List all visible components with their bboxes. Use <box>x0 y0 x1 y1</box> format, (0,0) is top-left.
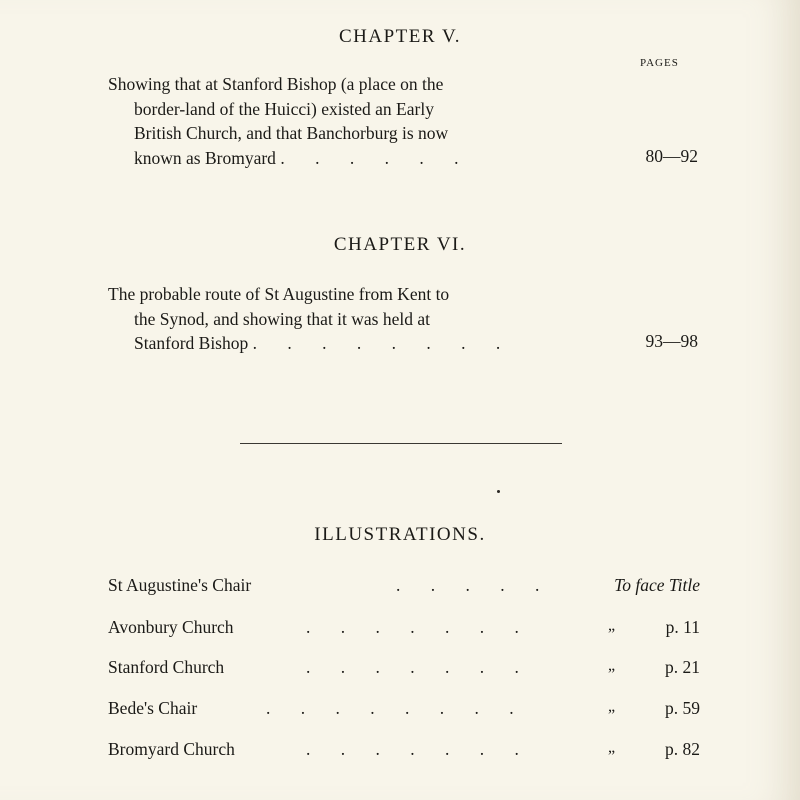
leader-dots: . . . . . <box>396 575 540 595</box>
section-divider <box>240 443 562 444</box>
chapter-v-summary <box>108 72 634 170</box>
illustration-ref <box>614 575 700 596</box>
leader-dots: . . . . . . . <box>306 657 519 677</box>
illustration-title: Stanford Church <box>108 657 225 677</box>
illustration-ref: p. 11 <box>665 617 700 637</box>
ditto-mark: „ <box>608 617 616 634</box>
summary-line: border-land of the Huicci) existed an Early <box>134 98 434 119</box>
illustration-row <box>108 617 700 643</box>
ditto-mark: „ <box>608 657 616 674</box>
illustration-ref: p. 59 <box>665 698 700 718</box>
illustrations-heading: ILLUSTRATIONS. <box>314 524 486 545</box>
chapter-v-pages: 80—92 <box>645 146 698 166</box>
chapter-v-heading: CHAPTER V. <box>339 26 461 47</box>
illustration-title: St Augustine's Chair <box>108 575 252 595</box>
illustration-row <box>108 739 700 765</box>
ref-value: Title <box>668 575 700 595</box>
leader-dots: . . . . . . . <box>306 739 519 759</box>
summary-line: The probable route of St Augustine from Kent to <box>108 284 450 304</box>
chapter-vi-summary <box>108 282 634 356</box>
page-speck <box>497 490 500 493</box>
illustration-row <box>108 657 700 683</box>
chapter-vi-heading: CHAPTER VI. <box>333 234 467 255</box>
summary-line: British Church, and that Banchorburg is now <box>134 123 449 143</box>
illustration-row <box>108 698 700 724</box>
illustration-title: Avonbury Church <box>108 617 234 637</box>
summary-line: Stanford Bishop <box>134 333 249 353</box>
ditto-mark: „ <box>608 739 616 756</box>
leader-dots: . . . . . . . <box>306 617 519 637</box>
leader-dots: . . . . . . . . <box>266 698 514 718</box>
leader-dots: . . . . . . <box>280 147 459 168</box>
illustration-title: Bromyard Church <box>108 739 235 759</box>
illustration-title: Bede's Chair <box>108 698 198 718</box>
illustration-row <box>108 575 700 601</box>
summary-line: known as Bromyard <box>134 147 276 168</box>
leader-dots: . . . . . . . . <box>252 333 501 353</box>
ref-prefix: To face <box>614 575 665 595</box>
pages-column-label: PAGES <box>640 57 679 69</box>
ditto-mark: „ <box>608 698 616 715</box>
summary-line: Showing that at Stanford Bishop (a place on the <box>108 74 444 94</box>
illustration-ref: p. 21 <box>665 657 700 677</box>
chapter-vi-pages: 93—98 <box>645 331 698 351</box>
illustration-ref: p. 82 <box>665 739 700 759</box>
summary-line: the Synod, and showing that it was held at <box>134 308 431 329</box>
